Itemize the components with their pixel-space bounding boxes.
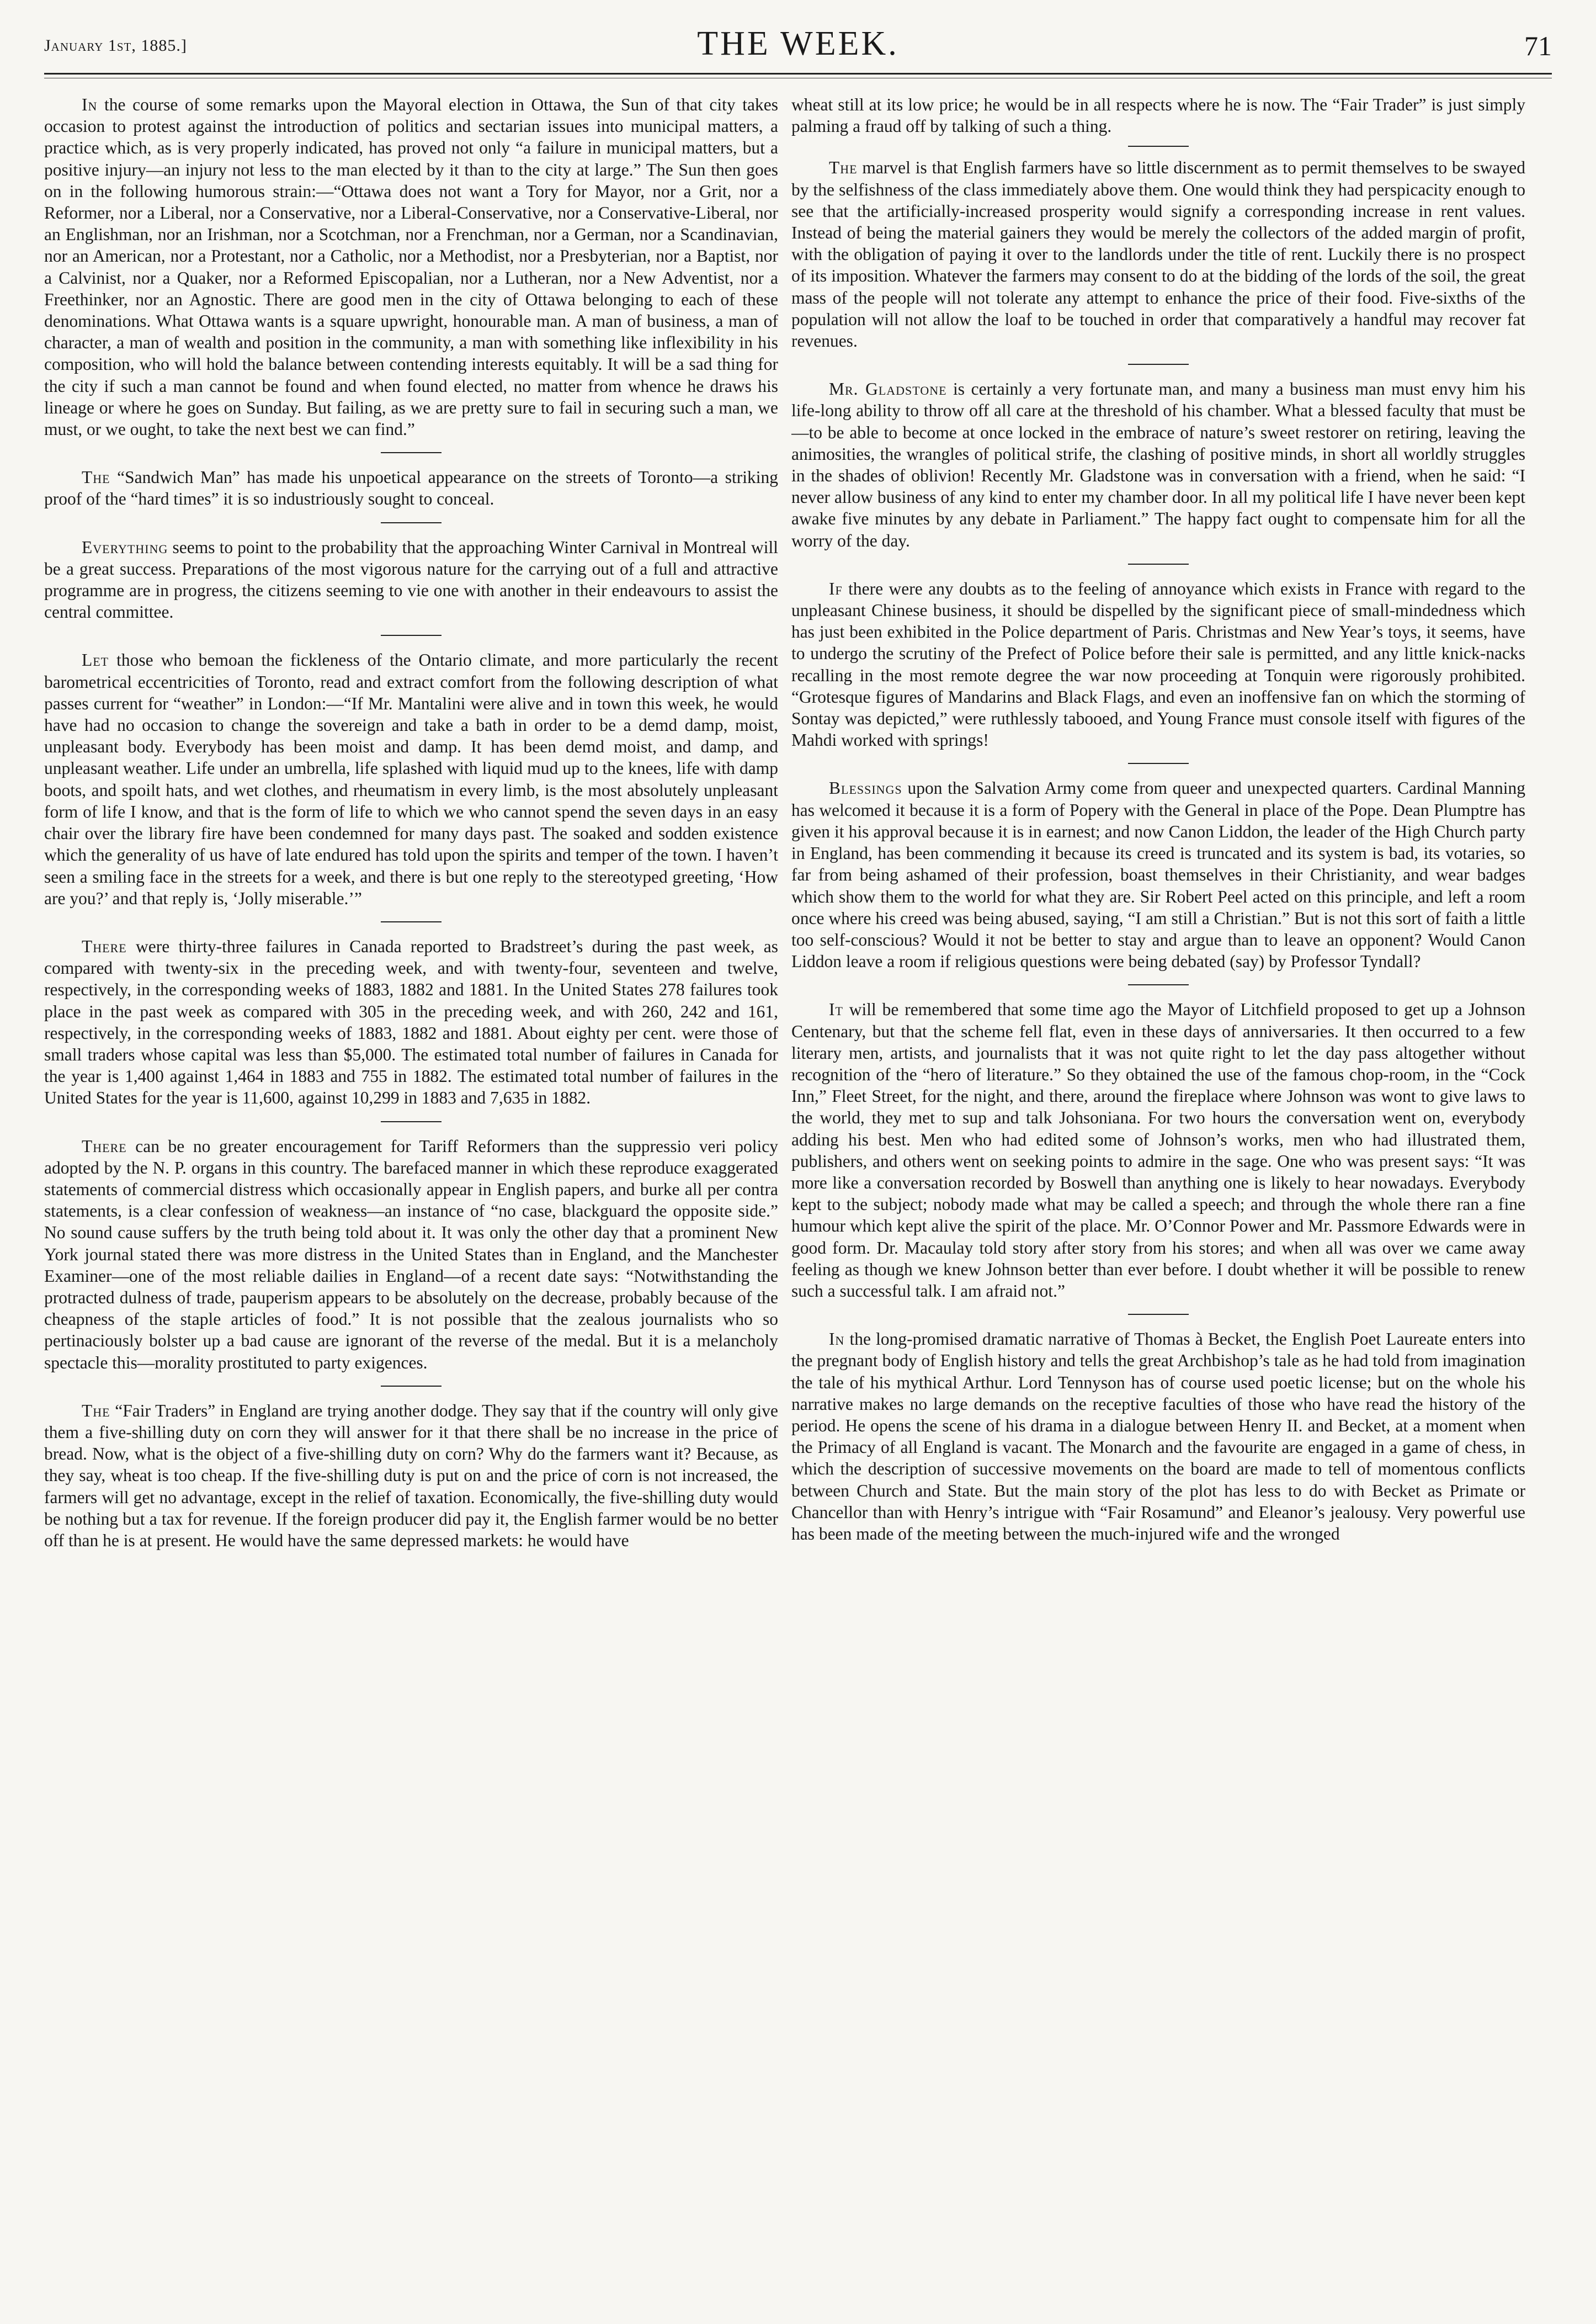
paragraph-continued: wheat still at its low price; he would be in all respects where he is now. The “Fair Trader” is just simply palming a fraud off by talking of such a thing. [791,95,1525,136]
section-divider [1128,564,1189,565]
section-divider [1128,364,1189,365]
right-column [791,94,1525,2274]
section-divider [1128,984,1189,985]
header-rule [44,73,1552,75]
paragraph: Everything seems to point to the probability that the approaching Winter Carnival in Montreal will be a great success. Preparations of the most vigorous nature for the carrying out of a full and attractive programme are in progress, the citizens seeming to vie one with another in their endeavours to assist the central committee. [44,537,778,622]
paragraph: In the course of some remarks upon the Mayoral election in Ottawa, the Sun of that city takes occasion to protest against the introduction of politics and sectarian issues into municipal matters, a practice which, as is very properly indicated, has proved not only “a failure in municipal matters, but a positive injury—an injury not less to the man elected by it than to the city at large.” The Sun then goes on in the following humorous strain:—“Ottawa does not want a Tory for Mayor, nor a Grit, nor a Reformer, nor a Liberal, nor a Conservative, nor a Liberal-Conservative, nor a Conservative-Liberal, nor an Englishman, nor an Irishman, nor a Scotchman, nor a Frenchman, nor a German, nor a Scandinavian, nor an American, nor a Protestant, nor a Catholic, nor a Methodist, nor a Presbyterian, nor a Baptist, nor a Calvinist, nor a Quaker, nor a Reformed Episcopalian, nor a Lutheran, nor a New Adventist, nor a Freethinker, nor an Agnostic. There are good men in the city of Ottawa belonging to each of these denominations. What Ottawa wants is a square upwright, honourable man. A man of business, a man of character, a man of wealth and position in the community, a man with something like inflexibility in his composition, who will hold the balance between contending interests equitably. It will be a sad thing for the city if such a man cannot be found and when found elected, no matter from whence he draws his lineage or where he goes on Sunday. But failing, as we are pretty sure to fail in securing such a man, we must, or we ought, to take the next best we can find.” [44,95,778,439]
section-divider [381,1121,441,1122]
paragraph: Let those who bemoan the fickleness of the Ontario climate, and more particularly the recent barometrical eccentricities of Toronto, read and extract comfort from the following description of what passes current for “weather” in London:—“If Mr. Mantalini were alive and in town this week, he would have had no occasion to change the sovereign and take a bath in order to be a demd damp, moist, unpleasant body. Everybody has been moist and damp. It has been demd moist, and damp, and unpleasant weather. Life under an umbrella, life splashed with liquid mud up to the knees, life with damp boots, and spoilt hats, and wet clothes, and rheumatism in every limb, is the most absolutely unpleasant form of life I know, and that is the form of life to which we who cannot spend the seven days in an easy chair over the library fire have been condemned for many days past. The soaked and sodden existence which the generality of us have of late endured has told upon the spirits and temper of the town. I haven’t seen a smiling face in the streets for a week, and there is but one reply to the stereotyped greeting, ‘How are you?’ and that reply is, ‘Jolly miserable.’” [44,650,778,908]
paragraph: Mr. Gladstone is certainly a very fortunate man, and many a business man must envy him his life-long ability to throw off all care at the threshold of his chamber. What a blessed faculty that must be—to be able to become at once locked in the embrace of nature’s sweet restorer on retiring, leaving the animosities, the wrangles of political strife, the clashing of positive minds, in short all worldly struggles in the shades of oblivion! Recently Mr. Gladstone was in conversation with a friend, when he said: “I never allow business of any kind to enter my chamber door. In all my political life I have never been kept awake five minutes by any debate in Parliament.” The happy fact ought to compensate him for all the worry of the day. [791,379,1525,550]
section-divider [1128,146,1189,147]
paragraph: The “Sandwich Man” has made his unpoetical appearance on the streets of Toronto—a striking proof of the “hard times” it is so industriously sought to conceal. [44,468,778,509]
paragraph: It will be remembered that some time ago the Mayor of Litchfield proposed to get up a Johnson Centenary, but that the scheme fell flat, even in these days of anniversaries. It then occurred to a few literary men, artists, and journalists that it was not quite right to let the day pass altogether without recognition of the “hero of literature.” So they obtained the use of the famous chop-room, in the “Cock Inn,” Fleet Street, for the night, and there, around the fireplace where Johnson was wont to give laws to the world, they met to sup and talk Johsoniana. For two hours the conversation went on, everybody adding his best. Men who had edited some of Johnson’s works, men who had illustrated them, publishers, and others went on seeking points to admire in the sage. One who was present says: “It was more like a conversation recorded by Boswell than anything one is likely to hear nowadays. Everybody kept to the subject; nobody made what may be called a speech; and through the whole there ran a fine humour which kept alive the spirit of the place. Mr. O’Connor Power and Mr. Passmore Edwards were in good form. Dr. Macaulay told story after story from his stores; and when all was over we came away feeling as though we knew Johnson better than ever before. I doubt whether it will be possible to renew such a successful talk. I am afraid not.” [791,1000,1525,1301]
left-column [44,94,778,2274]
paragraph: If there were any doubts as to the feeling of annoyance which exists in France with regard to the unpleasant Chinese business, it should be dispelled by the significant piece of small-mindedness which has just been exhibited in the Police department of Paris. Christmas and New Year’s toys, it seems, have to undergo the scrutiny of the Prefect of Police before their sale is permitted, and any little knick-nacks recalling in the most remote degree the war now proceeding at Tonquin were rigorously prohibited. “Grotesque figures of Mandarins and Black Flags, and even an inoffensive fan on which the storming of Sontay was depicted,” were ruthlessly tabooed, and Young France must console itself with figures of the Mahdi worked with springs! [791,579,1525,750]
paragraph: Blessings upon the Salvation Army come from queer and unexpected quarters. Cardinal Manning has welcomed it because it is a form of Popery with the General in place of the Pope. Dean Plumptre has given it his approval because it is in earnest; and now Canon Liddon, the leader of the High Church party in England, has been commending it because its creed is truncated and its system is bad, its votaries, so far from being ashamed of their profession, boast themselves in their Christianity, and wear badges which show them to the world for what they are. Sir Robert Peel acted on this principle, and left a room once where his creed was being abused, saying, “I am still a Christian.” But is not this sort of faith a little too self-conscious? Would it not be better to stay and argue than to leave an opponent? Would Canon Liddon leave a room if religious questions were being debated (say) by Professor Tyndall? [791,778,1525,972]
page-header [44,22,1552,66]
paragraph: The “Fair Traders” in England are trying another dodge. They say that if the country will only give them a five-shilling duty on corn they will answer for it that there shall be no increase in the price of bread. Now, what is the object of a five-shilling duty on corn? Why do the farmers want it? Because, as they say, wheat is too cheap. If the five-shilling duty is put on and the price of corn is not increased, the farmers will get no advantage, except in the relief of taxation. Economically, the five-shilling duty would be nothing but a tax for revenue. If the foreign producer did pay it, the English farmer would be no better off than he is at present. He would have the same depressed markets: he would have [44,1400,778,1550]
section-divider [1128,1314,1189,1315]
page-number: 71 [1524,30,1552,61]
section-divider [381,452,441,453]
section-divider [381,522,441,523]
paragraph: There can be no greater encouragement for Tariff Reformers than the suppressio veri policy adopted by the N. P. organs in this country. The barefaced manner in which these reproduce exaggerated statements of commercial distress which occasionally appear in English papers, and burke all per contra statements, is a clear confession of weakness—an instance of “no case, blackguard the opposite side.” No sound cause suffers by the truth being told about it. It was only the other day that a prominent New York journal stated there was more distress in the United States than in England, and the Manchester Examiner—one of the most reliable dailies in England—of a recent date says: “Notwithstanding the protracted dulness of trade, pauperism appears to be absolutely on the decrease, probably because of the cheapness of the staple articles of food.” It is not possible that the zealous journalists who so pertinaciously bolster up a bad cause are ignorant of the reverse of the medal. But it is a melancholy spectacle this—morality prostituted to party exigences. [44,1136,778,1372]
paragraph: There were thirty-three failures in Canada reported to Bradstreet’s during the past week, as compared with twenty-six in the preceding week, and with twenty-four, seventeen and twelve, respectively, in the corresponding weeks of 1883, 1882 and 1881. In the United States 278 failures took place in the past week as compared with 305 in the preceding week, and with 260, 242 and 161, respectively, in the corresponding weeks of 1883, 1882 and 1881. About eighty per cent. were those of small traders whose capital was less than $5,000. The estimated total number of failures in Canada for the year is 1,400 against 1,464 in 1883 and 755 in 1882. The estimated total number of failures in the United States for the year is 11,600, against 10,299 in 1883 and 7,635 in 1882. [44,936,778,1108]
paragraph: In the long-promised dramatic narrative of Thomas à Becket, the English Poet Laureate enters into the pregnant body of English history and tells the great Archbishop’s tale as he had told from imagination the tale of his mythical Arthur. Lord Tennyson has of course used poetic license; but on the whole his narrative makes no large demands on the receptive faculties of those who have read the history of the period. He opens the scene of his drama in a dialogue between Henry II. and Becket, at a moment when the Primacy of all England is vacant. The Monarch and the favourite are engaged in a game of chess, in which the description of successive movements on the board are made to tell of momentous conflicts between Church and State. But the main story of the plot has less to do with Becket as Primate or Chancellor than with Henry’s intrigue with “Fair Rosamund” and Eleanor’s jealousy. Very powerful use has been made of the meeting between the much-injured wife and the wronged [791,1329,1525,1543]
section-divider [1128,763,1189,764]
section-divider [381,1386,441,1387]
section-divider [381,921,441,922]
section-divider [381,635,441,636]
issue-date: January 1st, 1885.] [44,36,187,55]
masthead-title: THE WEEK. [697,25,899,62]
paragraph: The marvel is that English farmers have so little discernment as to permit themselves to be swayed by the selfishness of the class immediately above them. One would think they had perspicacity enough to see that the artificially-increased prosperity would signify a corresponding increase in rent values. Instead of being the material gainers they would be merely the collectors of the added margin of profit, with the obligation of paying it over to the landlords under the title of rent. Luckily there is no prospect of its imposition. Whatever the farmers may consent to do at the bidding of the lords of the soil, the great mass of the people will not tolerate any attempt to enhance the price of their food. Five-sixths of the population will not allow the loaf to be touched in order that comparatively a handful may recover fat revenues. [791,158,1525,351]
